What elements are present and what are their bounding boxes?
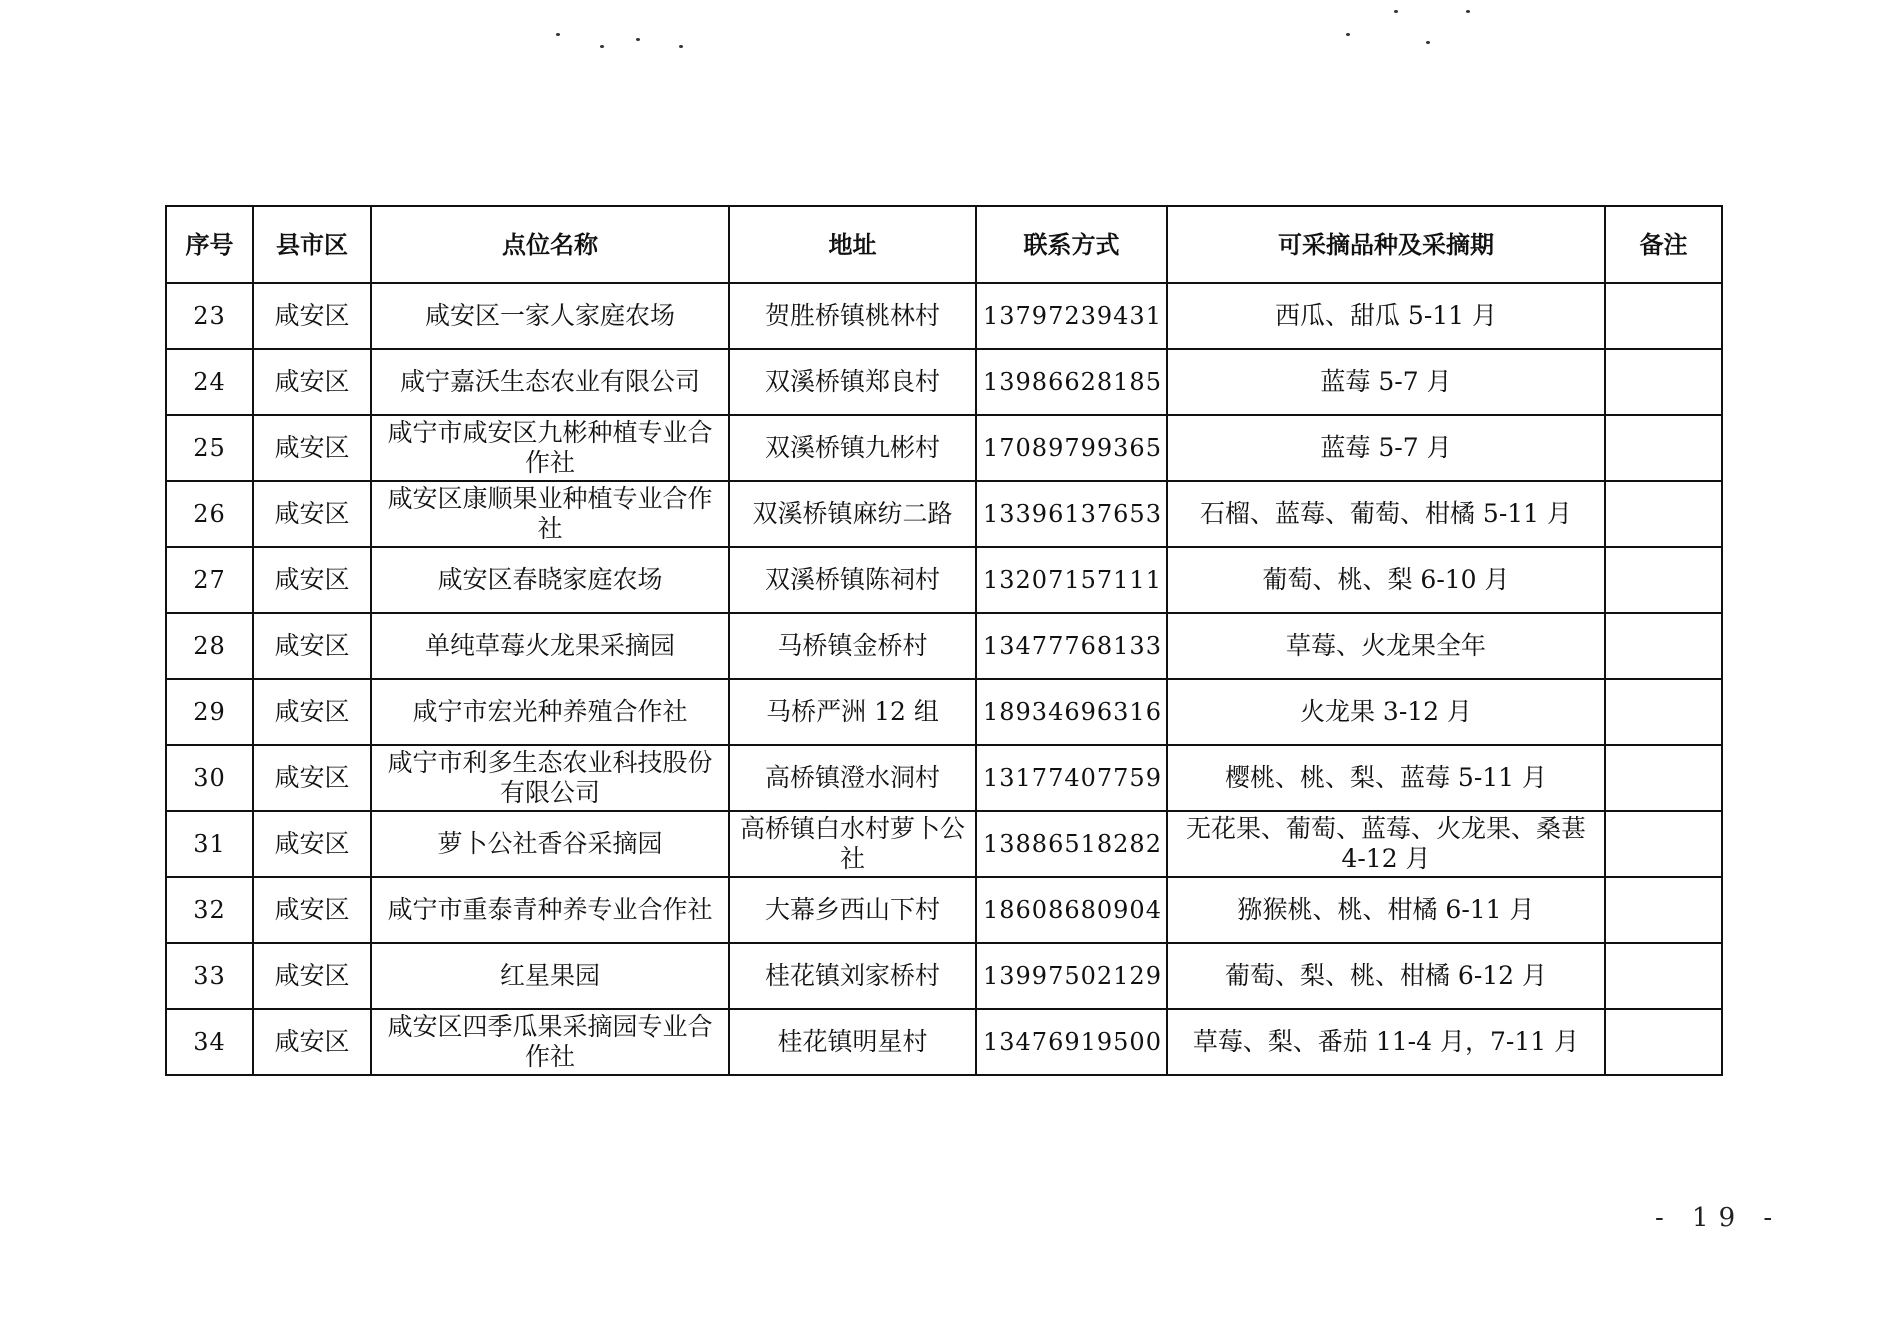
cell-address: 马桥严洲 12 组 (729, 679, 976, 745)
scan-speck (636, 38, 640, 41)
cell-site-name: 咸宁市重泰青种养专业合作社 (371, 877, 729, 943)
cell-contact: 13207157111 (976, 547, 1167, 613)
header-varieties: 可采摘品种及采摘期 (1167, 206, 1605, 283)
cell-remarks (1605, 877, 1722, 943)
table-row (166, 877, 1722, 943)
cell-address: 高桥镇澄水洞村 (729, 745, 976, 811)
cell-district: 咸安区 (253, 943, 371, 1009)
cell-site-name: 咸安区康顺果业种植专业合作社 (371, 481, 729, 547)
cell-varieties: 蓝莓 5-7 月 (1167, 349, 1605, 415)
cell-contact: 13797239431 (976, 283, 1167, 349)
cell-district: 咸安区 (253, 1009, 371, 1075)
cell-site-name: 咸安区一家人家庭农场 (371, 283, 729, 349)
cell-remarks (1605, 481, 1722, 547)
table-row (166, 415, 1722, 481)
cell-varieties: 无花果、葡萄、蓝莓、火龙果、桑葚 4-12 月 (1167, 811, 1605, 877)
header-serial: 序号 (166, 206, 253, 283)
cell-remarks (1605, 349, 1722, 415)
scan-speck (679, 45, 683, 48)
cell-varieties: 樱桃、桃、梨、蓝莓 5-11 月 (1167, 745, 1605, 811)
cell-district: 咸安区 (253, 547, 371, 613)
table-row (166, 745, 1722, 811)
page-number: - 19 - (1655, 1203, 1783, 1233)
table-row (166, 943, 1722, 1009)
cell-district: 咸安区 (253, 415, 371, 481)
picking-sites-table (165, 205, 1723, 1076)
cell-serial: 25 (166, 415, 253, 481)
cell-district: 咸安区 (253, 349, 371, 415)
cell-district: 咸安区 (253, 283, 371, 349)
header-address: 地址 (729, 206, 976, 283)
cell-district: 咸安区 (253, 811, 371, 877)
cell-contact: 13177407759 (976, 745, 1167, 811)
cell-contact: 18934696316 (976, 679, 1167, 745)
cell-site-name: 咸宁市利多生态农业科技股份有限公司 (371, 745, 729, 811)
cell-varieties: 葡萄、桃、梨 6-10 月 (1167, 547, 1605, 613)
cell-district: 咸安区 (253, 745, 371, 811)
cell-district: 咸安区 (253, 877, 371, 943)
cell-district: 咸安区 (253, 481, 371, 547)
cell-serial: 31 (166, 811, 253, 877)
cell-site-name: 红星果园 (371, 943, 729, 1009)
cell-address: 高桥镇白水村萝卜公社 (729, 811, 976, 877)
cell-serial: 26 (166, 481, 253, 547)
cell-site-name: 咸宁市宏光种养殖合作社 (371, 679, 729, 745)
table-row (166, 613, 1722, 679)
cell-address: 贺胜桥镇桃林村 (729, 283, 976, 349)
cell-remarks (1605, 1009, 1722, 1075)
cell-varieties: 猕猴桃、桃、柑橘 6-11 月 (1167, 877, 1605, 943)
scan-speck (1394, 10, 1398, 13)
document-sheet (165, 205, 1721, 1076)
cell-contact: 17089799365 (976, 415, 1167, 481)
cell-serial: 32 (166, 877, 253, 943)
table-body (166, 283, 1722, 1075)
cell-contact: 18608680904 (976, 877, 1167, 943)
header-district: 县市区 (253, 206, 371, 283)
scan-speck (1466, 10, 1470, 13)
cell-address: 双溪桥镇九彬村 (729, 415, 976, 481)
cell-varieties: 西瓜、甜瓜 5-11 月 (1167, 283, 1605, 349)
cell-remarks (1605, 415, 1722, 481)
cell-site-name: 咸安区春晓家庭农场 (371, 547, 729, 613)
cell-address: 大幕乡西山下村 (729, 877, 976, 943)
scan-speck (556, 33, 560, 36)
table-header-row (166, 206, 1722, 283)
cell-serial: 34 (166, 1009, 253, 1075)
table-row (166, 679, 1722, 745)
cell-varieties: 石榴、蓝莓、葡萄、柑橘 5-11 月 (1167, 481, 1605, 547)
cell-varieties: 草莓、梨、番茄 11-4 月，7-11 月 (1167, 1009, 1605, 1075)
cell-contact: 13886518282 (976, 811, 1167, 877)
cell-serial: 28 (166, 613, 253, 679)
cell-serial: 30 (166, 745, 253, 811)
cell-contact: 13477768133 (976, 613, 1167, 679)
scan-speck (1426, 41, 1430, 44)
cell-address: 马桥镇金桥村 (729, 613, 976, 679)
cell-remarks (1605, 811, 1722, 877)
cell-serial: 29 (166, 679, 253, 745)
cell-varieties: 蓝莓 5-7 月 (1167, 415, 1605, 481)
cell-site-name: 单纯草莓火龙果采摘园 (371, 613, 729, 679)
cell-site-name: 萝卜公社香谷采摘园 (371, 811, 729, 877)
cell-address: 双溪桥镇麻纺二路 (729, 481, 976, 547)
cell-remarks (1605, 745, 1722, 811)
cell-contact: 13396137653 (976, 481, 1167, 547)
table-row (166, 811, 1722, 877)
table-row (166, 349, 1722, 415)
table-row (166, 1009, 1722, 1075)
cell-remarks (1605, 679, 1722, 745)
cell-remarks (1605, 613, 1722, 679)
cell-serial: 27 (166, 547, 253, 613)
header-contact: 联系方式 (976, 206, 1167, 283)
cell-address: 双溪桥镇郑良村 (729, 349, 976, 415)
header-site-name: 点位名称 (371, 206, 729, 283)
cell-remarks (1605, 547, 1722, 613)
cell-address: 双溪桥镇陈祠村 (729, 547, 976, 613)
cell-varieties: 火龙果 3-12 月 (1167, 679, 1605, 745)
cell-site-name: 咸宁市咸安区九彬种植专业合作社 (371, 415, 729, 481)
cell-contact: 13986628185 (976, 349, 1167, 415)
cell-serial: 23 (166, 283, 253, 349)
cell-remarks (1605, 943, 1722, 1009)
scan-speck (1346, 33, 1350, 36)
cell-contact: 13476919500 (976, 1009, 1167, 1075)
cell-address: 桂花镇明星村 (729, 1009, 976, 1075)
cell-site-name: 咸宁嘉沃生态农业有限公司 (371, 349, 729, 415)
table-row (166, 547, 1722, 613)
cell-district: 咸安区 (253, 613, 371, 679)
cell-remarks (1605, 283, 1722, 349)
cell-serial: 24 (166, 349, 253, 415)
cell-contact: 13997502129 (976, 943, 1167, 1009)
table-row (166, 283, 1722, 349)
table-row (166, 481, 1722, 547)
cell-serial: 33 (166, 943, 253, 1009)
scan-speck (600, 45, 604, 48)
cell-varieties: 葡萄、梨、桃、柑橘 6-12 月 (1167, 943, 1605, 1009)
header-remarks: 备注 (1605, 206, 1722, 283)
cell-varieties: 草莓、火龙果全年 (1167, 613, 1605, 679)
cell-district: 咸安区 (253, 679, 371, 745)
cell-address: 桂花镇刘家桥村 (729, 943, 976, 1009)
cell-site-name: 咸安区四季瓜果采摘园专业合作社 (371, 1009, 729, 1075)
